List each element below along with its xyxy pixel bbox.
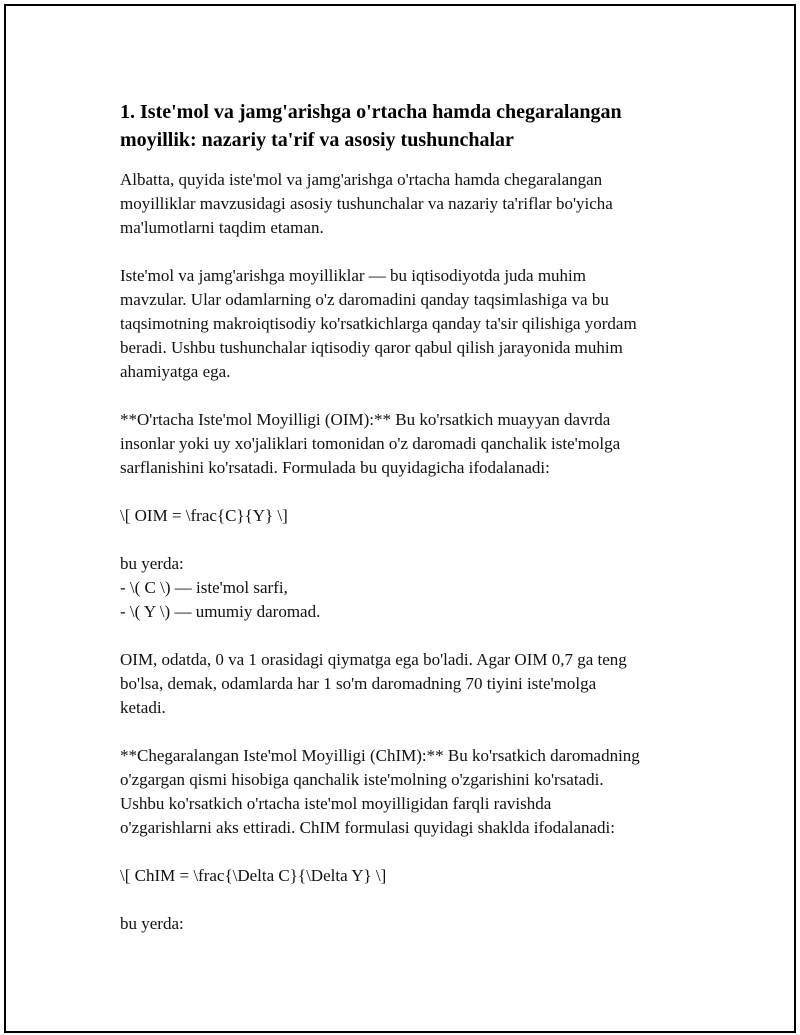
- formula-oim: [120, 504, 700, 528]
- paragraph-chim-definition: [120, 744, 700, 840]
- paragraph-oim-definition: [120, 408, 700, 480]
- text-line: bu yerda:: [120, 914, 184, 933]
- heading-line: moyillik: nazariy ta'rif va asosiy tushunchalar: [120, 129, 514, 151]
- paragraph-overview: [120, 264, 700, 384]
- text-line: o'zgarishlarni aks ettiradi. ChIM formulasi quyidagi shaklda ifodalanadi:: [120, 818, 615, 837]
- document-body: [120, 98, 700, 960]
- formula-chim: [120, 864, 700, 888]
- text-line: bu yerda:: [120, 554, 184, 573]
- text-line: beradi. Ushbu tushunchalar iqtisodiy qaror qabul qilish jarayonida muhim: [120, 338, 623, 357]
- text-line: mavzular. Ular odamlarning o'z daromadini qanday taqsimlashiga va bu: [120, 290, 609, 309]
- text-line: taqsimotning makroiqtisodiy ko'rsatkichlarga qanday ta'sir qilishiga yordam: [120, 314, 637, 333]
- section-heading: [120, 98, 700, 154]
- heading-line: 1. Iste'mol va jamg'arishga o'rtacha hamda chegaralangan: [120, 101, 622, 123]
- paragraph-chim-variables: [120, 912, 700, 936]
- text-line: Ushbu ko'rsatkich o'rtacha iste'mol moyilligidan farqli ravishda: [120, 794, 552, 813]
- text-line: Albatta, quyida iste'mol va jamg'arishga o'rtacha hamda chegaralangan: [120, 170, 603, 189]
- paragraph-intro: [120, 168, 700, 240]
- text-line: bo'lsa, demak, odamlarda har 1 so'm daromadning 70 tiyini iste'molga: [120, 674, 597, 693]
- text-line: sarflanishini ko'rsatadi. Formulada bu quyidagicha ifodalanadi:: [120, 458, 550, 477]
- text-line: Iste'mol va jamg'arishga moyilliklar — bu iqtisodiyotda juda muhim: [120, 266, 587, 285]
- text-line: o'zgargan qismi hisobiga qanchalik iste'molning o'zgarishini ko'rsatadi.: [120, 770, 604, 789]
- text-line: moyilliklar mavzusidagi asosiy tushunchalar va nazariy ta'riflar bo'yicha: [120, 194, 613, 213]
- paragraph-oim-variables: [120, 552, 700, 624]
- formula-line: \[ OIM = \frac{C}{Y} \]: [120, 506, 288, 525]
- formula-line: \[ ChIM = \frac{\Delta C}{\Delta Y} \]: [120, 866, 387, 885]
- text-line: ahamiyatga ega.: [120, 362, 231, 381]
- text-line: ketadi.: [120, 698, 166, 717]
- text-line: ma'lumotlarni taqdim etaman.: [120, 218, 324, 237]
- paragraph-oim-example: [120, 648, 700, 720]
- list-item: - \( Y \) — umumiy daromad.: [120, 602, 321, 621]
- text-line: **Chegaralangan Iste'mol Moyilligi (ChIM):** Bu ko'rsatkich daromadning: [120, 746, 640, 765]
- page-frame: [4, 4, 796, 1033]
- text-line: OIM, odatda, 0 va 1 orasidagi qiymatga ega bo'ladi. Agar OIM 0,7 ga teng: [120, 650, 627, 669]
- text-line: **O'rtacha Iste'mol Moyilligi (OIM):** Bu ko'rsatkich muayyan davrda: [120, 410, 611, 429]
- text-line: insonlar yoki uy xo'jaliklari tomonidan o'z daromadi qanchalik iste'molga: [120, 434, 621, 453]
- list-item: - \( C \) — iste'mol sarfi,: [120, 578, 288, 597]
